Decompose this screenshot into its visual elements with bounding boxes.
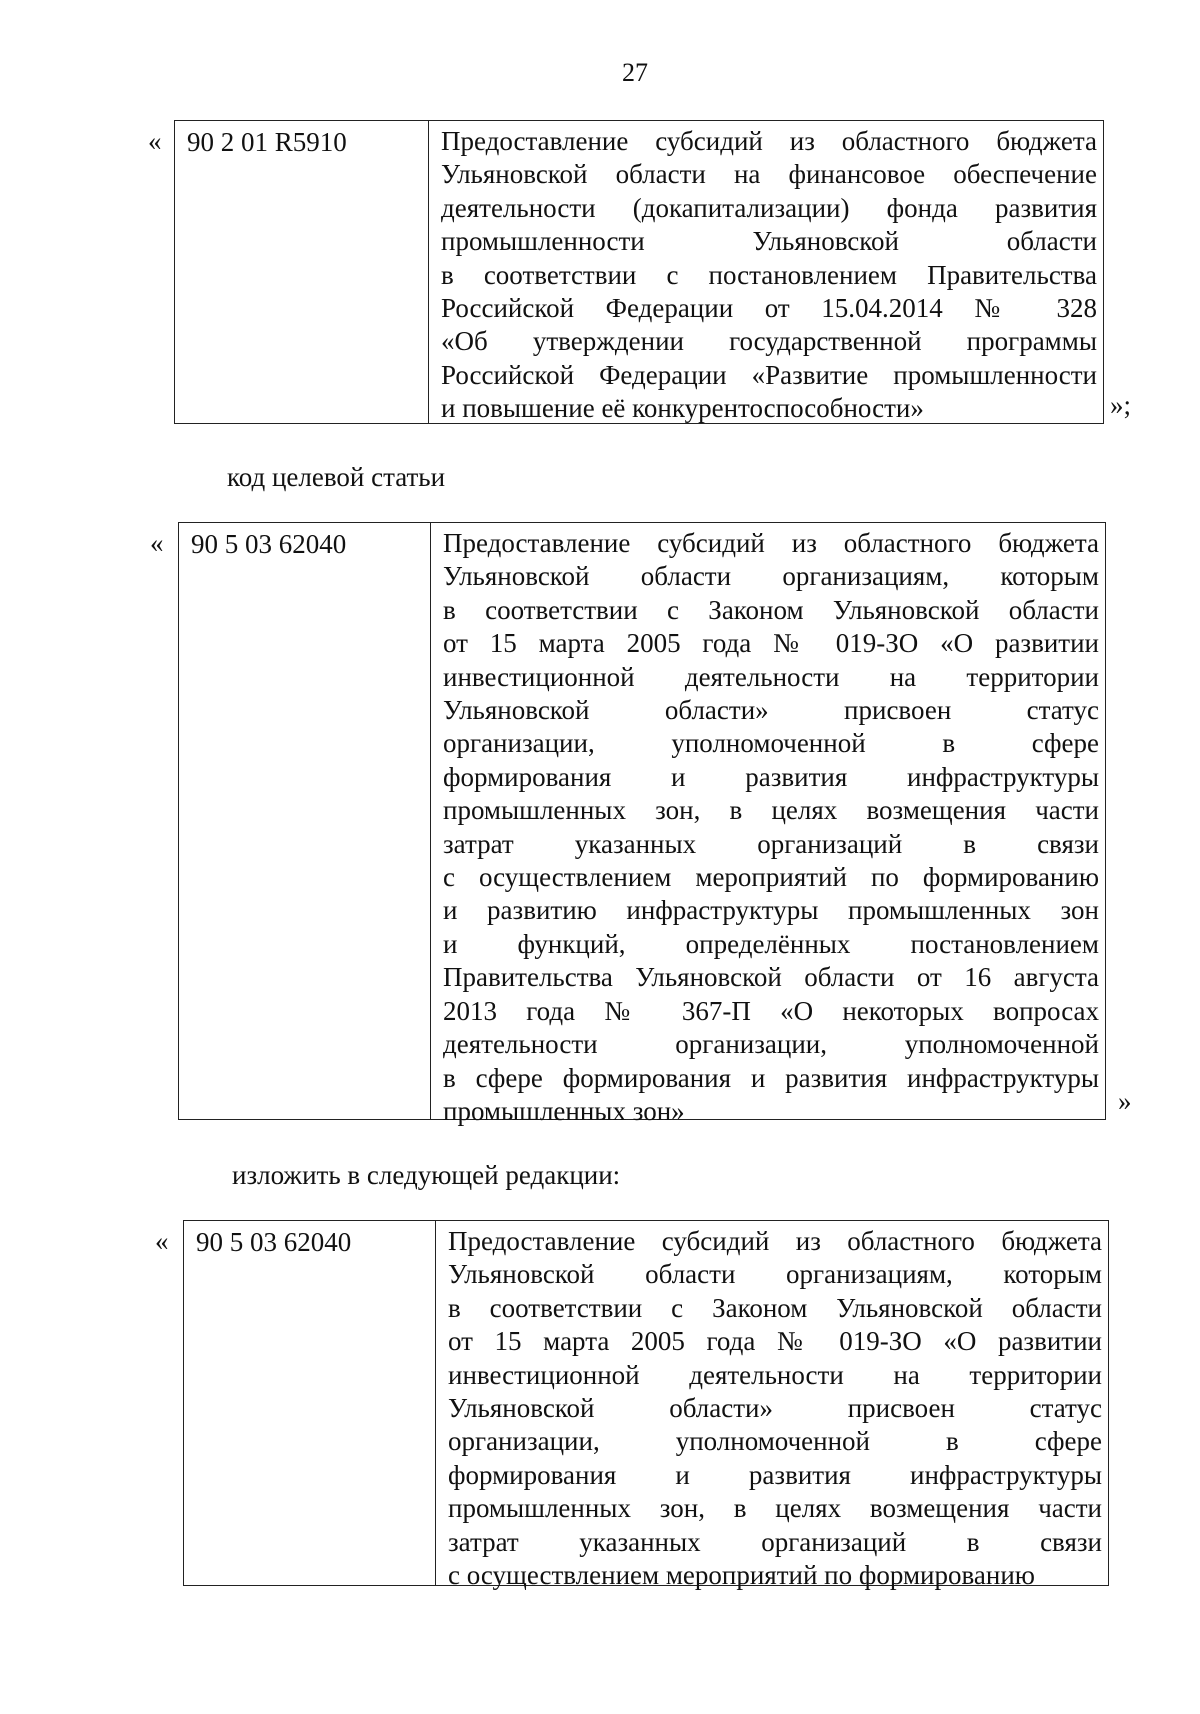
target-article-description	[429, 121, 1101, 423]
description-line: от 15 марта 2005 года № 019-ЗО «О развитии	[443, 628, 1099, 659]
description-line: Предоставление субсидий из областного бюджета	[443, 528, 1099, 558]
description-line: в соответствии с Законом Ульяновской области	[443, 594, 1099, 625]
description-line: в сфере формирования и развития инфраструктуры	[443, 1062, 1099, 1093]
description-line: Ульяновской области» присвоен статус	[448, 1393, 1102, 1424]
description-line: Предоставление субсидий из областного бюджета	[448, 1226, 1102, 1256]
target-article-code: 90 5 03 62040	[179, 523, 431, 1119]
paragraph-target-article: код целевой статьи	[227, 462, 446, 492]
description-line: промышленности Ульяновской области	[441, 226, 1097, 257]
opening-quote: «	[150, 528, 164, 558]
description-line: промышленных зон, в целях возмещения части	[448, 1493, 1102, 1524]
description-line: инвестиционной деятельности на территории	[443, 661, 1099, 692]
description-line: затрат указанных организаций в связи	[448, 1526, 1102, 1557]
target-article-code: 90 2 01 R5910	[175, 121, 429, 423]
description-line: промышленных зон»	[443, 1095, 685, 1126]
paragraph-new-wording: изложить в следующей редакции:	[232, 1160, 621, 1190]
description-line: и повышение её конкурентоспособности»	[441, 393, 924, 424]
description-line: «Об утверждении государственной программы	[441, 326, 1097, 357]
description-line: организации, уполномоченной в сфере	[443, 728, 1099, 759]
description-line: с осуществлением мероприятий по формированию	[443, 862, 1099, 893]
budget-code-table-1	[174, 120, 1104, 424]
budget-code-table-2	[178, 522, 1106, 1126]
description-line: 2013 года № 367-П «О некоторых вопросах	[443, 995, 1099, 1026]
target-article-description	[431, 523, 1103, 1126]
opening-quote: «	[148, 126, 162, 156]
description-line: Предоставление субсидий из областного бюджета	[441, 126, 1097, 156]
closing-quote: »;	[1110, 390, 1132, 420]
description-line: Ульяновской области организациям, которым	[448, 1259, 1102, 1290]
budget-code-table-3	[183, 1220, 1109, 1591]
description-line: с осуществлением мероприятий по формированию	[448, 1560, 1035, 1591]
description-line: от 15 марта 2005 года № 019-ЗО «О развитии	[448, 1326, 1102, 1357]
description-line: Ульяновской области организациям, которым	[443, 561, 1099, 592]
target-article-code: 90 5 03 62040	[184, 1221, 436, 1585]
target-article-description	[436, 1221, 1106, 1591]
description-line: в соответствии с Законом Ульяновской области	[448, 1292, 1102, 1323]
description-line: и функций, определённых постановлением	[443, 928, 1099, 959]
description-line: формирования и развития инфраструктуры	[443, 761, 1099, 792]
description-line: организации, уполномоченной в сфере	[448, 1426, 1102, 1457]
description-line: промышленных зон, в целях возмещения части	[443, 795, 1099, 826]
description-line: Российской Федерации от 15.04.2014 № 328	[441, 293, 1097, 324]
description-line: Правительства Ульяновской области от 16 августа	[443, 962, 1099, 993]
closing-quote: »	[1118, 1086, 1132, 1116]
description-line: Ульяновской области» присвоен статус	[443, 695, 1099, 726]
description-line: и развитию инфраструктуры промышленных зон	[443, 895, 1099, 926]
opening-quote: «	[155, 1226, 169, 1256]
description-line: в соответствии с постановлением Правительства	[441, 259, 1097, 290]
description-line: затрат указанных организаций в связи	[443, 828, 1099, 859]
description-line: инвестиционной деятельности на территории	[448, 1359, 1102, 1390]
description-line: деятельности (докапитализации) фонда развития	[441, 192, 1097, 223]
description-line: формирования и развития инфраструктуры	[448, 1459, 1102, 1490]
description-line: Ульяновской области на финансовое обеспечение	[441, 159, 1097, 190]
page-number: 27	[622, 58, 648, 87]
description-line: Российской Федерации «Развитие промышленности	[441, 359, 1097, 390]
description-line: деятельности организации, уполномоченной	[443, 1029, 1099, 1060]
